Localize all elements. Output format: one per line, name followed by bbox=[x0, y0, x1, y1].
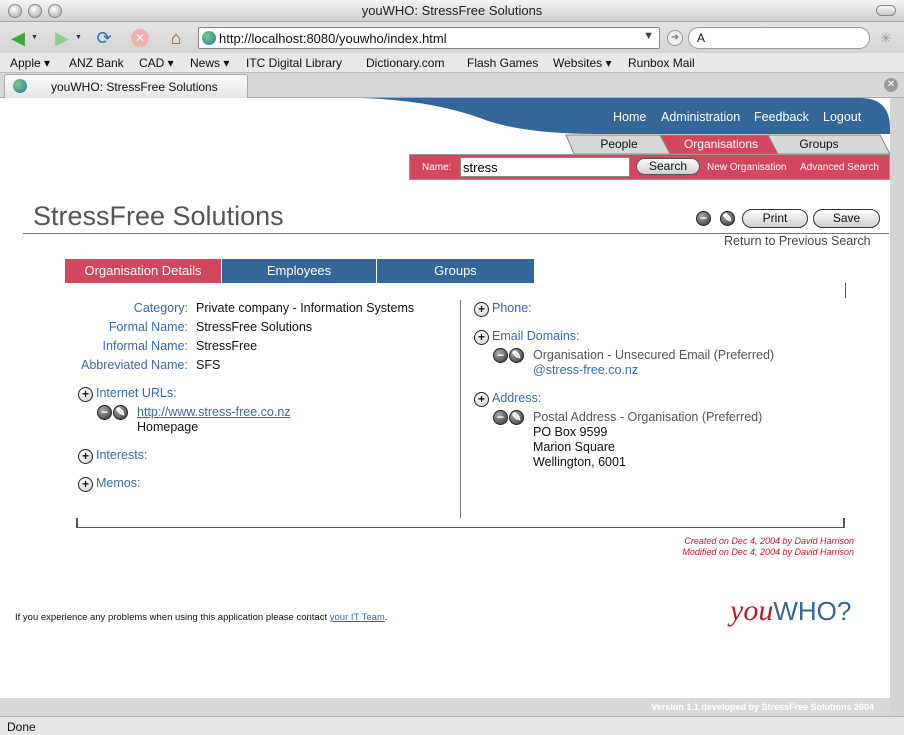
logo-you: you bbox=[730, 594, 774, 627]
bookmark-anz-bank[interactable]: ANZ Bank bbox=[69, 56, 124, 70]
edit-email-icon[interactable]: ✎ bbox=[509, 348, 524, 363]
top-navigation bbox=[0, 98, 890, 134]
tab-groups[interactable]: Groups bbox=[799, 137, 839, 151]
email-type: Organisation - Unsecured Email (Preferred) bbox=[533, 348, 775, 362]
panel-border bbox=[65, 283, 846, 298]
support-text: If you experience any problems when using this application please contact bbox=[15, 612, 330, 623]
add-interest-icon[interactable]: + bbox=[78, 449, 93, 464]
abbreviated-name-value: SFS bbox=[196, 358, 221, 372]
modified-info: Modified on Dec 4, 2004 by David Harrison bbox=[682, 547, 854, 557]
support-text-end: . bbox=[384, 612, 388, 623]
bookmark-itc-digital-library[interactable]: ITC Digital Library bbox=[246, 56, 343, 70]
forward-icon[interactable]: ▶ bbox=[55, 27, 69, 48]
abbreviated-name-label: Abbreviated Name: bbox=[80, 358, 188, 372]
search-button[interactable]: Search bbox=[636, 158, 700, 175]
formal-name-label: Formal Name: bbox=[108, 320, 188, 334]
category-value: Private company - Information Systems bbox=[196, 301, 415, 315]
close-tab-icon[interactable]: ✕ bbox=[884, 78, 898, 92]
page-title: StressFree Solutions bbox=[33, 201, 284, 231]
window-right-edge bbox=[890, 98, 904, 716]
browser-tab-bar bbox=[0, 73, 904, 98]
back-menu-caret[interactable]: ▼ bbox=[31, 34, 38, 41]
url-link[interactable]: http://www.stress-free.co.nz bbox=[137, 405, 291, 419]
version-bar bbox=[0, 698, 890, 716]
nav-feedback[interactable]: Feedback bbox=[754, 110, 809, 124]
address-line-2: Marion Square bbox=[533, 440, 615, 454]
tab-employees[interactable]: Employees bbox=[222, 259, 376, 283]
support-footer bbox=[15, 612, 387, 623]
window-title: youWHO: StressFree Solutions bbox=[361, 3, 543, 18]
logo-who: WHO? bbox=[773, 596, 852, 626]
add-address-icon[interactable]: + bbox=[474, 392, 489, 407]
address-type: Postal Address - Organisation (Preferred) bbox=[533, 410, 763, 424]
formal-name-value: StressFree Solutions bbox=[196, 320, 313, 334]
add-phone-icon[interactable]: + bbox=[474, 302, 489, 317]
chevron-down-icon[interactable]: ▼ bbox=[643, 30, 654, 42]
informal-name-label: Informal Name: bbox=[102, 339, 188, 353]
bookmark-cad[interactable]: CAD ▾ bbox=[139, 56, 174, 70]
memos-label: Memos: bbox=[96, 476, 141, 490]
nav-logout[interactable]: Logout bbox=[823, 110, 862, 124]
address-bar[interactable] bbox=[198, 27, 660, 49]
bookmark-websites[interactable]: Websites ▾ bbox=[553, 56, 612, 70]
return-to-search-link[interactable]: Return to Previous Search bbox=[724, 234, 871, 248]
progress-spinner-icon: ✳ bbox=[880, 30, 892, 46]
search-bar bbox=[409, 154, 890, 180]
home-icon[interactable]: ⌂ bbox=[170, 27, 182, 48]
site-favicon-icon bbox=[13, 79, 27, 93]
browser-tab-title: youWHO: StressFree Solutions bbox=[51, 80, 218, 94]
toolbar-toggle-button[interactable] bbox=[876, 5, 896, 16]
browser-tab[interactable] bbox=[4, 74, 248, 98]
informal-name-value: StressFree bbox=[196, 339, 258, 353]
address-text: http://localhost:8080/youwho/index.html bbox=[219, 31, 447, 46]
remove-url-icon[interactable]: − bbox=[97, 405, 112, 420]
edit-hammer-icon[interactable]: ✎ bbox=[720, 211, 735, 226]
category-label: Category: bbox=[133, 301, 188, 315]
site-globe-icon bbox=[202, 31, 216, 45]
panel-bottom-rule bbox=[76, 527, 845, 528]
interests-label: Interests: bbox=[96, 448, 148, 462]
go-button[interactable]: ➜ bbox=[667, 30, 683, 46]
tab-organisations[interactable]: Organisations bbox=[683, 137, 759, 151]
phone-label: Phone: bbox=[492, 301, 532, 315]
address-label: Address: bbox=[492, 391, 542, 405]
tab-organisation-details[interactable]: Organisation Details bbox=[65, 259, 221, 283]
window-titlebar bbox=[0, 0, 904, 22]
bookmark-news[interactable]: News ▾ bbox=[190, 56, 230, 70]
address-line-3: Wellington, 6001 bbox=[533, 455, 626, 469]
remove-email-icon[interactable]: − bbox=[493, 348, 508, 363]
version-text: Version 1.1 developed by StressFree Solutions 2004 bbox=[651, 702, 874, 712]
stop-icon[interactable]: ✕ bbox=[128, 26, 152, 50]
address-line-1: PO Box 9599 bbox=[533, 425, 608, 439]
nav-administration[interactable]: Administration bbox=[661, 110, 741, 124]
name-search-input[interactable] bbox=[460, 157, 630, 177]
created-info: Created on Dec 4, 2004 by David Harrison bbox=[684, 536, 854, 546]
edit-url-icon[interactable]: ✎ bbox=[113, 405, 128, 420]
bookmark-flash-games[interactable]: Flash Games bbox=[467, 56, 539, 70]
internet-urls-label: Internet URLs: bbox=[96, 386, 177, 400]
search-engine-icon: A bbox=[697, 31, 706, 45]
email-domains-label: Email Domains: bbox=[492, 329, 580, 343]
bookmark-apple[interactable]: Apple ▾ bbox=[10, 56, 51, 70]
delete-icon[interactable]: − bbox=[696, 211, 711, 226]
print-button[interactable]: Print bbox=[742, 209, 808, 228]
add-memo-icon[interactable]: + bbox=[78, 477, 93, 492]
remove-address-icon[interactable]: − bbox=[493, 410, 508, 425]
save-button[interactable]: Save bbox=[813, 209, 880, 228]
youwho-logo bbox=[730, 594, 851, 628]
reload-icon[interactable]: ⟳ bbox=[96, 27, 112, 48]
edit-address-icon[interactable]: ✎ bbox=[509, 410, 524, 425]
back-icon[interactable]: ◀ bbox=[11, 27, 25, 48]
add-email-icon[interactable]: + bbox=[474, 330, 489, 345]
bookmarks-bar bbox=[0, 53, 904, 73]
tab-people[interactable]: People bbox=[600, 137, 638, 151]
tab-groups-content[interactable]: Groups bbox=[377, 259, 534, 283]
forward-menu-caret[interactable]: ▼ bbox=[75, 34, 82, 41]
nav-home[interactable]: Home bbox=[613, 110, 647, 124]
email-domain-value: @stress-free.co.nz bbox=[533, 363, 639, 377]
status-text: Done bbox=[7, 720, 36, 734]
new-organisation-link[interactable]: New Organisation bbox=[707, 162, 787, 173]
bookmark-dictionary[interactable]: Dictionary.com bbox=[366, 56, 445, 70]
add-url-icon[interactable]: + bbox=[78, 387, 93, 402]
it-team-link[interactable]: your IT Team bbox=[329, 612, 385, 623]
url-description: Homepage bbox=[137, 420, 199, 434]
advanced-search-link[interactable]: Advanced Search bbox=[800, 162, 879, 173]
column-divider bbox=[460, 300, 461, 518]
name-search-label: Name: bbox=[422, 162, 452, 173]
browser-status-bar bbox=[0, 716, 904, 735]
browser-toolbar bbox=[0, 22, 904, 53]
web-search-field[interactable] bbox=[688, 27, 870, 49]
bookmark-runbox-mail[interactable]: Runbox Mail bbox=[628, 56, 695, 70]
